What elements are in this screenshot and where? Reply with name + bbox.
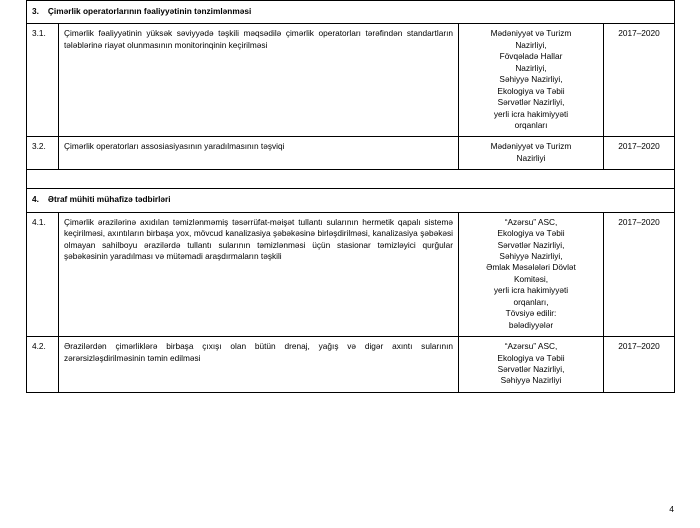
row-measure-text: Ərazilərdən çimərliklərə birbaşa çıxışı olan bütün drenaj, yağış və digər axıntı sularının zərərsizləşdirilməsinin təmin edilməsi bbox=[59, 337, 459, 393]
row-number: 4.1. bbox=[27, 212, 59, 336]
org-line: Nazirliyi, bbox=[515, 62, 547, 73]
org-line: Nazirliyi, bbox=[515, 39, 547, 50]
org-line: Sərvətlər Nazirliyi, bbox=[497, 97, 565, 108]
org-line: Ekologiya və Təbii bbox=[497, 85, 565, 96]
table-row bbox=[27, 137, 675, 170]
row-number: 4.2. bbox=[27, 337, 59, 393]
org-line: Sərvətlər Nazirliyi, bbox=[497, 239, 565, 250]
row-organizations bbox=[459, 137, 604, 170]
table-row bbox=[27, 24, 675, 137]
row-number: 3.1. bbox=[27, 24, 59, 137]
row-term: 2017–2020 bbox=[604, 137, 675, 170]
action-plan-table bbox=[26, 0, 675, 393]
org-line: Ekologiya və Təbii bbox=[497, 352, 565, 363]
table-section-row bbox=[27, 1, 675, 24]
table-body bbox=[27, 1, 675, 393]
row-organizations bbox=[459, 337, 604, 393]
section-number: 3. bbox=[32, 6, 39, 16]
org-line: Komitəsi, bbox=[513, 273, 549, 284]
org-line: Fövqəladə Hallar bbox=[499, 51, 563, 62]
org-line: orqanları, bbox=[513, 296, 549, 307]
page-number: 4 bbox=[669, 504, 674, 514]
org-line: bələdiyyələr bbox=[508, 319, 554, 330]
section-header-cell bbox=[27, 189, 675, 212]
org-line: yerli icra hakimiyyəti bbox=[493, 108, 569, 119]
org-line: Səhiyyə Nazirliyi, bbox=[499, 74, 563, 85]
org-line: Ekologiya və Təbii bbox=[497, 228, 565, 239]
row-number: 3.2. bbox=[27, 137, 59, 170]
spacer-cell bbox=[27, 170, 675, 189]
table-row bbox=[27, 212, 675, 336]
row-measure-text: Çimərlik ərazilərinə axıdılan təmizlənməmiş təsərrüfat-məişət tullantı sularının hermetik qapalı sistemə keçirilməsi, axıntıların birbaşa yox, mövcud kanalizasiya şəbəkəsinə birləşdirilməsi, kanalizasiya şəbəkəsi olmayan sahilboyu ərazilərdə tullantı sularının təmizlənməsi üçün stasionar təmizləyici qurğular şəbəkəsinin yaradılması və mütəmadi araşdırmaların təşkili bbox=[59, 212, 459, 336]
row-measure-text: Çimərlik operatorları assosiasiyasının yaradılmasının təşviqi bbox=[59, 137, 459, 170]
section-number: 4. bbox=[32, 194, 39, 205]
table-section-row bbox=[27, 189, 675, 212]
row-organizations bbox=[459, 212, 604, 336]
row-term: 2017–2020 bbox=[604, 212, 675, 336]
org-line: Səhiyyə Nazirliyi bbox=[500, 375, 562, 386]
org-line: Mədəniyyət və Turizm bbox=[490, 28, 572, 39]
org-line: Sərvətlər Nazirliyi, bbox=[497, 363, 565, 374]
section-title: Çimərlik operatorlarının fəaliyyətinin tənzimlənməsi bbox=[47, 6, 252, 16]
org-line: yerli icra hakimiyyəti bbox=[493, 285, 569, 296]
org-line: Səhiyyə Nazirliyi, bbox=[499, 251, 563, 261]
org-line: Əmlak Məsələləri Dövlət bbox=[486, 262, 576, 273]
row-term: 2017–2020 bbox=[604, 337, 675, 393]
table-row bbox=[27, 337, 675, 393]
row-organizations bbox=[459, 24, 604, 137]
org-line: Mədəniyyət və Turizm bbox=[490, 141, 572, 152]
org-line: “Azərsu” ASC, bbox=[504, 216, 558, 227]
table-spacer-row bbox=[27, 170, 675, 189]
section-title: Ətraf mühiti mühafizə tədbirləri bbox=[47, 194, 171, 205]
org-line: Tövsiyə edilir: bbox=[505, 308, 557, 319]
org-line: orqanları bbox=[514, 119, 548, 130]
org-line: “Azərsu” ASC, bbox=[504, 341, 558, 352]
section-header-cell bbox=[27, 1, 675, 24]
document-page bbox=[26, 0, 674, 393]
row-term: 2017–2020 bbox=[604, 24, 675, 137]
row-measure-text: Çimərlik fəaliyyətinin yüksək səviyyədə təşkili məqsədilə çimərlik operatorları tərəfindən standartların tələblərinə riayət olunmasının monitorinqinin keçirilməsi bbox=[59, 24, 459, 137]
org-line: Nazirliyi bbox=[516, 152, 546, 163]
